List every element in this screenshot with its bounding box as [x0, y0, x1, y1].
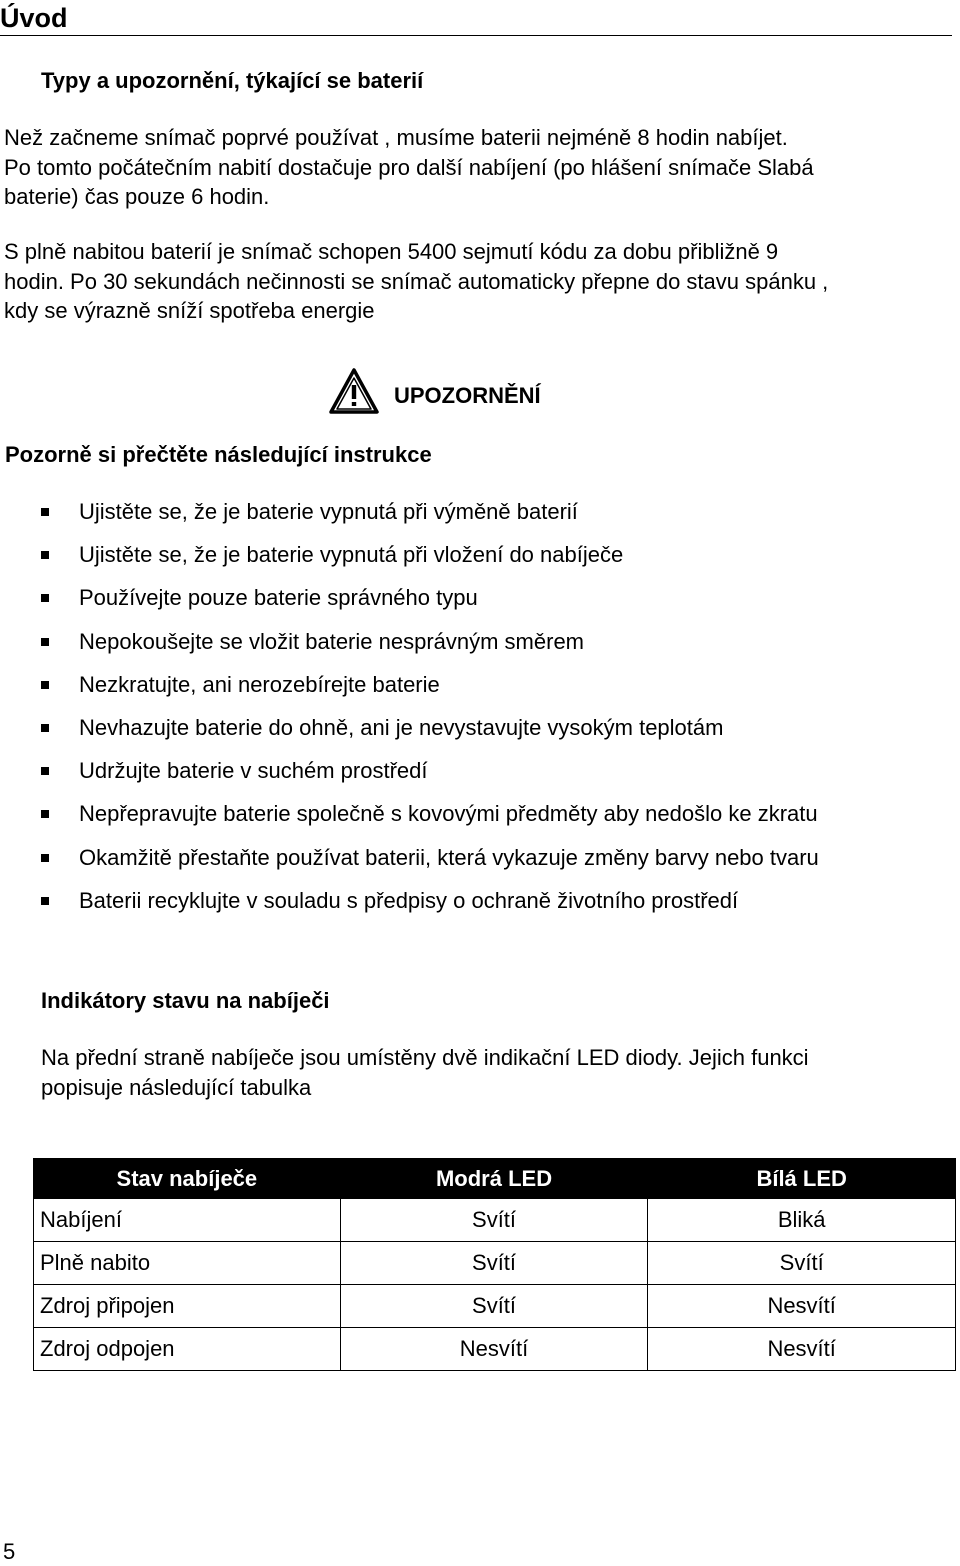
page-title: Úvod — [0, 3, 68, 33]
battery-paragraph-1 — [4, 123, 814, 212]
paragraph-line: baterie) čas pouze 6 hodin. — [4, 184, 270, 209]
charger-intro — [41, 1043, 809, 1102]
paragraph-line: Na přední straně nabíječe jsou umístěny dvě indikační LED diody. Jejich funkci — [41, 1045, 809, 1070]
table-row — [34, 1328, 956, 1371]
paragraph-line: popisuje následující tabulka — [41, 1074, 312, 1100]
table-cell: Nesvítí — [648, 1285, 956, 1328]
table-cell: Svítí — [340, 1285, 648, 1328]
paragraph-line: Než začneme snímač poprvé používat , musíme baterii nejméně 8 hodin nabíjet. — [4, 125, 788, 150]
column-header: Modrá LED — [340, 1159, 648, 1199]
paragraph-line: hodin. Po 30 sekundách nečinnosti se snímač automaticky přepne do stavu spánku , — [4, 268, 829, 294]
table-cell: Plně nabito — [34, 1242, 341, 1285]
table-cell: Zdroj odpojen — [34, 1328, 341, 1371]
paragraph-line: S plně nabitou baterií je snímač schopen 5400 sejmutí kódu za dobu přibližně 9 — [4, 239, 779, 264]
bullet-square-icon — [41, 724, 49, 732]
table-cell: Bliká — [648, 1199, 956, 1242]
battery-section-heading: Typy a upozornění, týkající se baterií — [41, 68, 424, 93]
warning-instruction: Pozorně si přečtěte následující instrukce — [5, 442, 432, 467]
battery-paragraph-2 — [4, 237, 828, 326]
table-row — [34, 1199, 956, 1242]
page-number: 5 — [3, 1539, 16, 1564]
bullet-square-icon — [41, 854, 49, 862]
bullet-square-icon — [41, 638, 49, 646]
bullet-square-icon — [41, 508, 49, 516]
table-cell: Zdroj připojen — [34, 1285, 341, 1328]
table-cell: Svítí — [340, 1199, 648, 1242]
table-row — [34, 1242, 956, 1285]
table-cell: Nesvítí — [340, 1328, 648, 1371]
bullet-square-icon — [41, 897, 49, 905]
warning-triangle-icon — [329, 368, 379, 414]
table-cell: Nabíjení — [34, 1199, 341, 1242]
bullet-square-icon — [41, 810, 49, 818]
table-cell: Svítí — [340, 1242, 648, 1285]
led-status-table — [33, 1158, 956, 1371]
paragraph-line: Po tomto počátečním nabití dostačuje pro další nabíjení (po hlášení snímače Slabá — [4, 154, 814, 180]
paragraph-line: kdy se výrazně sníží spotřeba energie — [4, 298, 375, 323]
warning-title: UPOZORNĚNÍ — [394, 383, 541, 408]
bullet-square-icon — [41, 594, 49, 602]
charger-section-heading: Indikátory stavu na nabíječi — [41, 988, 330, 1013]
bullet-square-icon — [41, 551, 49, 559]
bullet-square-icon — [41, 767, 49, 775]
column-header: Bílá LED — [648, 1159, 956, 1199]
title-divider — [0, 35, 952, 36]
column-header: Stav nabíječe — [34, 1159, 341, 1199]
table-cell: Nesvítí — [648, 1328, 956, 1371]
table-cell: Svítí — [648, 1242, 956, 1285]
table-header-row — [34, 1159, 956, 1199]
bullet-square-icon — [41, 681, 49, 689]
table-row — [34, 1285, 956, 1328]
